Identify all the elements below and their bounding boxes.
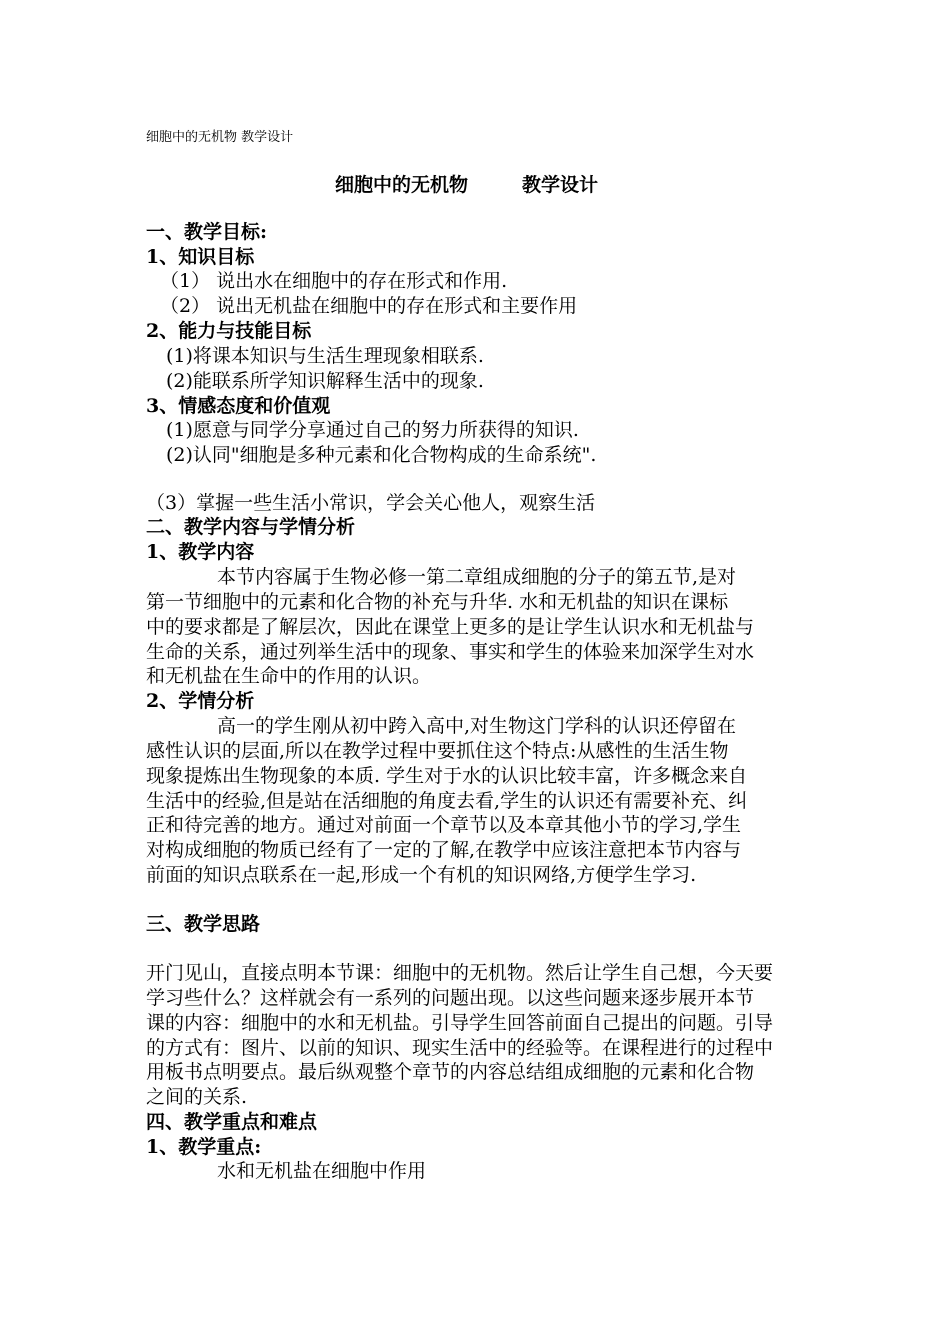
title-topic: 细胞中的无机物	[335, 174, 469, 196]
learner-line: 生活中的经验,但是站在活细胞的角度去看,学生的认识还有需要补充、纠	[146, 790, 748, 812]
page-header: 细胞中的无机物 教学设计	[146, 130, 294, 145]
learner-line: 现象提炼出生物现象的本质. 学生对于水的认识比较丰富，许多概念来自	[146, 765, 748, 787]
ability-goal-1: (1)将课本知识与生活生理现象相联系.	[166, 345, 484, 367]
knowledge-goal-2: （2） 说出无机盐在细胞中的存在形式和主要作用	[160, 295, 578, 317]
learner-line: 对构成细胞的物质已经有了一定的了解,在教学中应该注意把本节内容与	[146, 839, 742, 861]
learner-line: 感性认识的层面,所以在教学过程中要抓住这个特点:从感性的生活生物	[146, 740, 729, 762]
document-title	[335, 173, 598, 198]
content-heading: 1、教学内容	[146, 541, 255, 563]
approach-line: 学习些什么？这样就会有一系列的问题出现。以这些问题来逐步展开本节	[146, 987, 755, 1009]
section-2-heading: 二、教学内容与学情分析	[146, 516, 356, 538]
key-point-1: 水和无机盐在细胞中作用	[217, 1160, 427, 1182]
approach-line: 课的内容：细胞中的水和无机盐。引导学生回答前面自己提出的问题。引导	[146, 1012, 774, 1034]
content-line: 生命的关系，通过列举生活中的现象、事实和学生的体验来加深学生对水	[146, 641, 755, 663]
knowledge-goal-heading: 1、知识目标	[146, 246, 255, 268]
ability-goal-2: (2)能联系所学知识解释生活中的现象.	[166, 370, 484, 392]
approach-line: 之间的关系.	[146, 1086, 248, 1108]
learner-line: 高一的学生刚从初中跨入高中,对生物这门学科的认识还停留在	[217, 715, 737, 737]
key-points-heading: 1、教学重点:	[146, 1136, 262, 1158]
content-line: 本节内容属于生物必修一第二章组成细胞的分子的第五节,是对	[217, 566, 737, 588]
ability-goal-heading: 2、能力与技能目标	[146, 320, 312, 342]
emotion-goal-2: (2)认同"细胞是多种元素和化合物构成的生命系统".	[166, 444, 597, 466]
emotion-goal-3: （3）掌握一些生活小常识，学会关心他人，观察生活	[146, 492, 596, 514]
emotion-goal-1: (1)愿意与同学分享通过自己的努力所获得的知识.	[166, 419, 579, 441]
learner-analysis-heading: 2、学情分析	[146, 690, 255, 712]
approach-line: 的方式有：图片、以前的知识、现实生活中的经验等。在课程进行的过程中	[146, 1037, 774, 1059]
approach-line: 开门见山，直接点明本节课：细胞中的无机物。然后让学生自己想，今天要	[146, 962, 774, 984]
emotion-goal-heading: 3、情感态度和价值观	[146, 395, 331, 417]
content-line: 第一节细胞中的元素和化合物的补充与升华. 水和无机盐的知识在课标	[146, 591, 729, 613]
learner-line: 正和待完善的地方。通过对前面一个章节以及本章其他小节的学习,学生	[146, 814, 742, 836]
section-4-heading: 四、教学重点和难点	[146, 1111, 318, 1133]
learner-line: 前面的知识点联系在一起,形成一个有机的知识网络,方便学生学习.	[146, 864, 697, 886]
approach-line: 用板书点明要点。最后纵观整个章节的内容总结组成细胞的元素和化合物	[146, 1061, 755, 1083]
content-line: 和无机盐在生命中的作用的认识。	[146, 665, 432, 687]
section-3-heading: 三、教学思路	[146, 913, 261, 935]
title-type: 教学设计	[522, 174, 599, 196]
section-1-heading: 一、教学目标:	[146, 221, 268, 243]
content-line: 中的要求都是了解层次，因此在课堂上更多的是让学生认识水和无机盐与	[146, 616, 755, 638]
knowledge-goal-1: （1） 说出水在细胞中的存在形式和作用.	[160, 270, 508, 292]
